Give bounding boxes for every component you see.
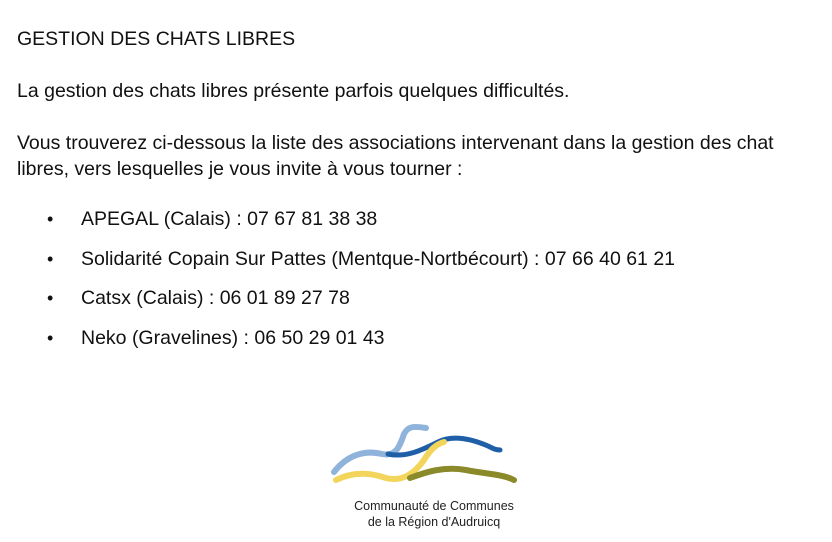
association-neko: Neko (Gravelines) : 06 50 29 01 43 [81, 326, 385, 349]
list-item [17, 246, 822, 272]
association-list [17, 206, 822, 351]
page-title: GESTION DES CHATS LIBRES [17, 28, 296, 50]
logo-line-2: de la Région d'Audruicq [367, 515, 501, 529]
associations-paragraph: Vous trouverez ci-dessous la liste des associations intervenant dans la gestion des chat libres, vers lesquelles je vous invite à vous tourner : [17, 132, 774, 180]
intro-paragraph: La gestion des chats libres présente parfois quelques difficultés. [17, 80, 570, 102]
list-item [17, 325, 822, 351]
logo-wave-olive [410, 469, 514, 480]
logo-line-1: Communauté de Communes [354, 499, 514, 513]
association-apegal: APEGAL (Calais) : 07 67 81 38 38 [81, 208, 378, 230]
logo-wave-light-blue [334, 427, 426, 472]
list-item [17, 206, 822, 232]
bullet-icon: • [47, 327, 54, 348]
document-body [17, 26, 822, 364]
association-catsx: Catsx (Calais) : 06 01 89 27 78 [81, 287, 350, 309]
logo-waves-icon [326, 420, 542, 498]
bullet-icon: • [47, 248, 54, 269]
bullet-icon: • [47, 209, 54, 229]
list-item [17, 285, 822, 311]
association-solidarite: Solidarité Copain Sur Pattes (Mentque-Nortbécourt) : 07 66 40 61 21 [81, 247, 676, 270]
bullet-icon: • [47, 288, 54, 308]
ccra-logo [326, 420, 542, 535]
